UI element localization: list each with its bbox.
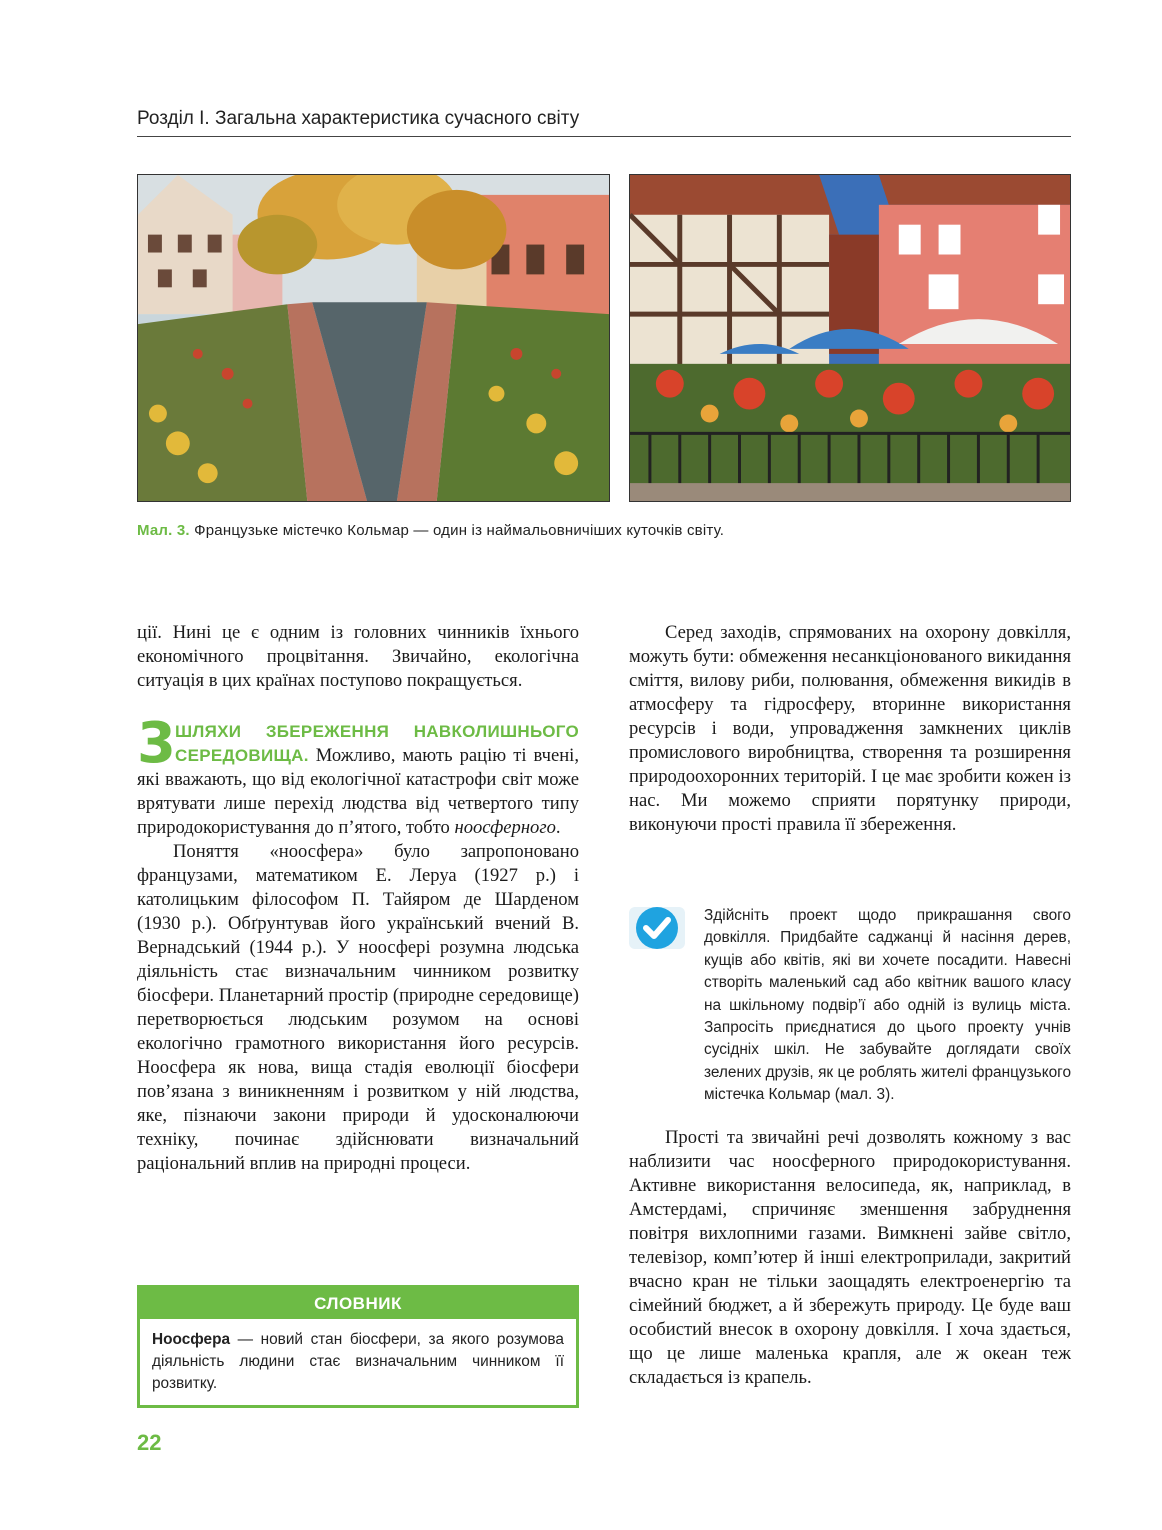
paragraph: ції. Нині це є одним із головних чинників їхнього економічного процвітання. Звичайно, екологічна ситуація в цих країнах поступово покращується. [137, 622, 579, 691]
task-box [629, 905, 1071, 1107]
right-column-bottom [629, 1126, 1071, 1390]
task-text: Здійсніть проект щодо прикрашання свого довкілля. Придбайте саджанці й насіння дерев, кущів або квітів, які ви хочете посадити. Навесні створіть маленький сад або квітник вашого класу на шкільному подвір’ї або одній із вулиць міста. Запросіть приєднатися до цього проекту учнів сусідніх шкіл. Не забувайте доглядати своїх зелених друзів, як це роблять жителі французького містечка Кольмар (мал. 3). [704, 907, 1071, 1104]
caption-text: Французьке містечко Кольмар — один із наймальовничіших куточків світу. [189, 522, 725, 539]
section-3 [137, 711, 579, 840]
running-head: Розділ І. Загальна характеристика сучасного світу [137, 108, 1071, 137]
figure-caption [137, 522, 1071, 539]
glossary-term: Ноосфера [152, 1331, 231, 1348]
photo-colmar-canal [137, 174, 610, 502]
section-number: 3 [137, 711, 176, 776]
section-text: Можливо, мають рацію ті вчені, які вважають, що від екологічної катастрофи світ може врятувати лише перехід людства від четвертого типу природокористування до п’ятого, тобто [137, 745, 579, 838]
section-text-end: . [555, 817, 561, 838]
left-column [137, 621, 579, 1176]
paragraph-measures: Серед заходів, спрямованих на охорону довкілля, можуть бути: обмеження несанкціонованого викидання сміття, вилову риби, полювання, обмеження викидів в атмосферу та гідросферу, вторинне використання ресурсів і води, упровадження замкнених циклів промислового виробництва, створення та розширення природоохоронних територій. І це має зробити кожен із нас. Ми можемо сприяти порятунку природи, виконуючи прості правила її збереження. [629, 622, 1071, 835]
section-text-italic: ноосферного [454, 817, 556, 838]
photo-colmar-square [629, 174, 1071, 502]
section-title: ШЛЯХИ ЗБЕРЕЖЕННЯ НАВКОЛИШНЬОГО СЕРЕДОВИЩА. [175, 722, 579, 765]
glossary-body [140, 1319, 576, 1405]
checkmark-icon [629, 905, 685, 951]
glossary-definition: — новий стан біосфери, за якого розумова діяльність людини стає визначальним чинником її розвитку. [152, 1331, 564, 1392]
right-column [629, 621, 1071, 837]
page-number: 22 [137, 1430, 162, 1455]
caption-label: Мал. 3. [137, 522, 190, 539]
paragraph-noosphere: Поняття «ноосфера» було запропоновано французами, математиком Е. Леруа (1927 р.) і католицьким філософом П. Тайяром де Шарденом (1930 р.). Обґрунтував його український вчений В. Вернадський (1944 р.). У ноосфері розумна людська діяльність стає визначальним чинником розвитку біосфери. Планетарний простір (природне середовище) перетворюється людським розумом на основі екологічно грамотного використання його ресурсів. Ноосфера як нова, вища стадія еволюції біосфери пов’язана з виникненням і розвитком у ній людства, яке, пізнаючи закони природи й удосконалюючи техніку, починає здійснювати визначальний раціональний вплив на природні процеси. [137, 841, 579, 1174]
glossary-box [137, 1285, 579, 1408]
glossary-title: СЛОВНИК [140, 1288, 576, 1319]
paragraph-simple-things: Прості та звичайні речі дозволять кожному з вас наблизити час ноосферного природокористування. Активне використання велосипеда, як, наприклад, в Амстердамі, спричиняє зменшення забруднення повітря вихлопними газами. Вимкнені зайве світло, телевізор, комп’ютер й інші електроприлади, закритий вчасно кран не тільки заощадять електроенергію та сімейний бюджет, а й збережуть природу. Це буде ваш особистий внесок в охорону довкілля. І хоча здається, що це лише маленька крапля, але ж океан теж складається із крапель. [629, 1127, 1071, 1388]
